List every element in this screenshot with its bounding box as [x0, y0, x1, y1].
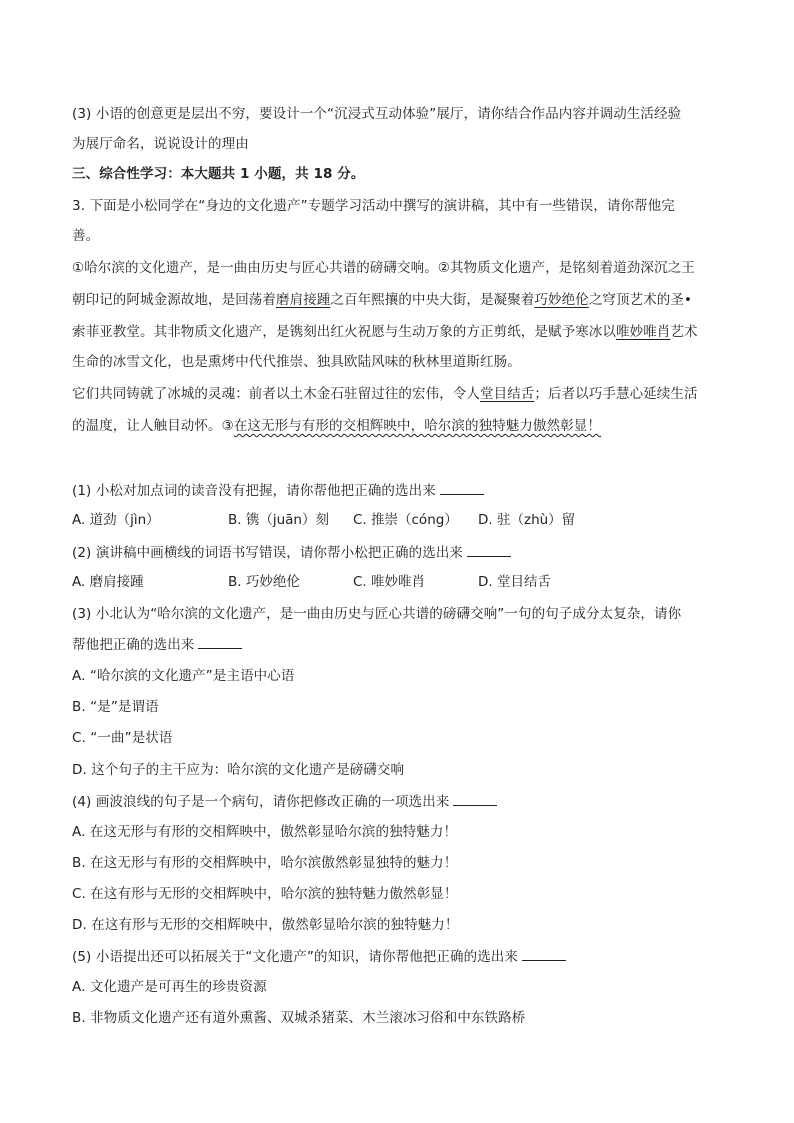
answer-blank[interactable] [522, 946, 566, 961]
answer-blank[interactable] [198, 634, 242, 649]
section3-header: 三、综合性学习：本大题共 1 小题，共 18 分。 [72, 166, 365, 182]
sub2-option-c: C. 唯妙唯肖 [353, 574, 426, 590]
answer-blank[interactable] [467, 542, 511, 557]
passage-line2 [72, 290, 692, 310]
q3-sub3-line2: 为展厅命名，说说设计的理由 [72, 136, 249, 152]
sub2-stem-text: (2) 演讲稿中画横线的词语书写错误，请你帮小松把正确的选出来 [72, 545, 464, 561]
answer-blank[interactable] [440, 480, 484, 495]
passage-text: 之百年熙攘的中央大街，是凝聚着 [330, 292, 535, 308]
passage-text: 索菲亚教堂。其非物质文化遗产，是镌刻出红火祝愿与生动万象的方正剪纸，是赋予寒冰以 [72, 324, 616, 340]
sub3-stem-line2 [72, 634, 242, 655]
underlined-word: 唯妙唯肖 [616, 324, 671, 340]
sub4-stem-text: (4) 画波浪线的句子是一个病句，请你把修改正确的一项选出来 [72, 794, 450, 810]
wavy-underlined-sentence: 在这无形与有形的交相辉映中，哈尔滨的独特魅力傲然彰显！ [233, 418, 602, 434]
sub1-option-b: B. 镌（juān）刻 [228, 512, 329, 528]
q3-sub3-line1: (3) 小语的创意更是层出不穷，要设计一个“沉浸式互动体验”展厅，请你结合作品内容并调动生活经验 [72, 106, 682, 122]
sub2-option-d: D. 堂目结舌 [478, 574, 551, 590]
q3-intro-line1: 3. 下面是小松同学在“身边的文化遗产”专题学习活动中撰写的演讲稿，其中有一些错误，请你帮他完 [72, 198, 675, 214]
passage-line1: ①哈尔滨的文化遗产，是一曲由历史与匠心共谱的磅礴交响。②其物质文化遗产，是铭刻着道劲深沉之王 [72, 260, 695, 276]
sub2-stem [72, 542, 511, 563]
sub2-option-a: A. 磨肩接踵 [72, 574, 144, 590]
passage-text: 朝印记的阿城金源故地，是回荡着 [72, 292, 276, 308]
sub4-option-a: A. 在这无形与有形的交相辉映中，傲然彰显哈尔滨的独特魅力！ [72, 824, 458, 840]
sub1-option-c: C. 推崇（cóng） [353, 512, 458, 528]
sub5-stem-text: (5) 小语提出还可以拓展关于“文化遗产”的知识，请你帮他把正确的选出来 [72, 949, 519, 965]
sub1-stem-text: (1) 小松对加点词的读音没有把握，请你帮他把正确的选出来 [72, 483, 436, 499]
sub5-option-a: A. 文化遗产是可再生的珍贵资源 [72, 979, 267, 995]
underlined-word: 磨肩接踵 [276, 292, 331, 308]
passage-text: ；后者以巧手慧心延续生活 [534, 386, 698, 402]
underlined-word: 巧妙绝伦 [534, 292, 589, 308]
sub1-option-a: A. 道劲（jìn） [72, 512, 160, 528]
q3-intro-line2: 善。 [72, 228, 100, 244]
passage-text: 它们共同铸就了冰城的灵魂：前者以土木金石驻留过往的宏伟，令人 [72, 386, 480, 402]
passage-text: 艺术 [670, 324, 698, 340]
passage-line3 [72, 322, 698, 342]
sub5-stem [72, 946, 566, 967]
passage-text: 之穹顶艺术的圣• [588, 292, 693, 308]
sub1-option-d: D. 驻（zhù）留 [478, 512, 576, 528]
sub4-stem [72, 791, 497, 812]
passage-line6 [72, 416, 601, 436]
sub3-option-b: B. “是”是谓语 [72, 699, 159, 715]
passage-line4: 生命的冰雪文化，也是熏烤中代代推崇、独具欧陆风味的秋林里道斯红肠。 [72, 354, 521, 370]
sub3-stem-text: 帮他把正确的选出来 [72, 637, 195, 653]
sub1-stem [72, 480, 484, 501]
underlined-word: 堂目结舌 [480, 386, 535, 402]
passage-text: 的温度，让人触目动怀。③ [72, 418, 234, 434]
sub2-option-b: B. 巧妙绝伦 [228, 574, 300, 590]
sub3-option-d: D. 这个句子的主干应为：哈尔滨的文化遗产是磅礴交响 [72, 762, 405, 778]
sub5-option-b: B. 非物质文化遗产还有道外熏酱、双城杀猪菜、木兰滚冰习俗和中东铁路桥 [72, 1010, 526, 1026]
sub3-stem-line1: (3) 小北认为“哈尔滨的文化遗产，是一曲由历史与匠心共谱的磅礴交响”一句的句子成分太复杂，请你 [72, 606, 682, 622]
answer-blank[interactable] [453, 791, 497, 806]
sub4-option-d: D. 在这有形与无形的交相辉映中，傲然彰显哈尔滨的独特魅力！ [72, 917, 459, 933]
sub3-option-c: C. “一曲”是状语 [72, 730, 173, 746]
sub4-option-b: B. 在这无形与有形的交相辉映中，哈尔滨傲然彰显独特的魅力！ [72, 855, 458, 871]
sub4-option-c: C. 在这有形与无形的交相辉映中，哈尔滨的独特魅力傲然彰显！ [72, 886, 458, 902]
sub3-option-a: A. “哈尔滨的文化遗产”是主语中心语 [72, 668, 295, 684]
passage-line5 [72, 384, 698, 404]
